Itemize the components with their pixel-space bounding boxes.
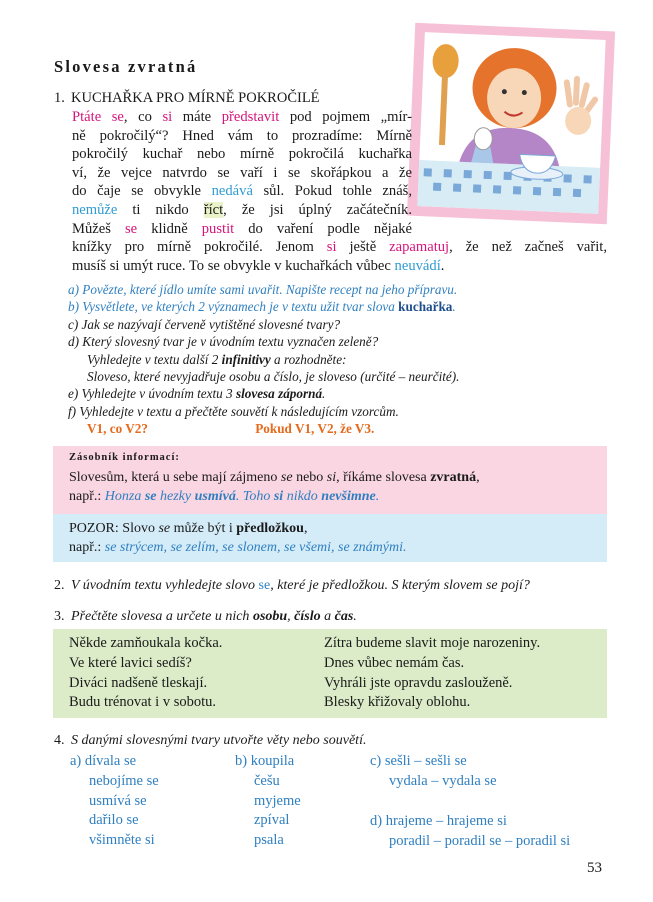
column-d [370, 812, 570, 852]
question-4-text: S danými slovesnými tvary utvořte věty nebo souvětí. [71, 733, 367, 748]
word: d) hrajeme – hrajeme si [370, 813, 507, 829]
word: c) sešli – sešli se [370, 753, 467, 769]
pozor-line2 [69, 538, 406, 557]
task-d-sub2: Sloveso, které nevyjadřuje osobu a číslo, je sloveso (určité – neurčité). [87, 369, 460, 385]
page-title: Slovesa zvratná [54, 57, 198, 76]
word: a) dívala se [70, 753, 137, 769]
section-1-heading [54, 90, 320, 107]
word: všimněte si [89, 832, 155, 849]
patterns-row [68, 420, 608, 437]
task-d: d) Který slovesný tvar je v úvodním textu vyznačen zeleně? [68, 334, 379, 350]
info-box-label: Zásobník informací: [69, 452, 180, 463]
word: b) koupila [235, 753, 295, 769]
sentences-right [324, 634, 540, 713]
word: dařilo se [89, 812, 139, 829]
intro-line: ně pokročilý“? Hned vám to prozradíme: Mírně [72, 127, 412, 144]
sentence: Někde zamňoukala kočka. [69, 635, 223, 651]
intro-line: ví, že vejce natvrdo se vaří i se skořápkou a že [72, 164, 412, 181]
question-4 [54, 733, 366, 749]
sentence: Diváci nadšeně tleskají. [69, 674, 208, 691]
intro-line: knížky pro mírně pokročilé. Jenom si ještě zapamatuj, že než začneš vařit, [72, 239, 607, 256]
sentence: Zítra budeme slavit moje narozeniny. [324, 635, 541, 651]
word: nebojíme se [89, 772, 159, 789]
pozor-box [53, 514, 607, 562]
info-box [53, 446, 607, 514]
task-list [68, 281, 608, 438]
column-b [235, 752, 301, 851]
intro-line: do čaje se obvykle nedává sůl. Pokud tohle znáš, [72, 183, 412, 200]
word: češu [254, 772, 280, 789]
intro-line: Ptáte se, co si máte představit pod pojmem „mír- [72, 109, 412, 125]
sentences-box [53, 629, 607, 718]
sentence: Vyhráli jste opravdu zaslouženě. [324, 674, 513, 691]
sentence: Budu trénovat i v sobotu. [69, 694, 217, 711]
word: usmívá se [89, 792, 147, 809]
task-c: c) Jak se nazývají červeně vytištěné slovesné tvary? [68, 316, 341, 332]
intro-line: pokročilý kuchař nebo mírně pokročilá kuchařka [72, 146, 412, 163]
section-1-heading-text: KUCHAŘKA PRO MÍRNĚ POKROČILÉ [71, 90, 320, 106]
sentence: Dnes vůbec nemám čas. [324, 654, 465, 671]
info-box-example: Honza se hezky usmívá. Toho si nikdo nevšimne. [104, 489, 380, 504]
question-3-number: 3. [54, 609, 65, 624]
task-b: b) Vysvětlete, ve kterých 2 významech je v textu užit tvar slova kuchařka. [68, 299, 456, 315]
info-box-line1: Slovesům, která u sebe mají zájmeno se nebo si, říkáme slovesa zvratná, [69, 470, 480, 485]
task-a: a) Povězte, které jídlo umíte sami uvařit. Napište recept na jeho přípravu. [68, 282, 458, 297]
sentences-left [69, 634, 222, 713]
column-c [370, 752, 497, 792]
info-box-prefix: např.: [69, 489, 102, 504]
word: myjeme [254, 792, 301, 809]
word: zpíval [254, 812, 290, 829]
intro-text [72, 108, 607, 275]
column-a [70, 752, 159, 851]
intro-paragraph [72, 108, 607, 275]
sentence: Ve které lavici sedíš? [69, 654, 192, 671]
word: psala [254, 832, 284, 849]
task-e: e) Vyhledejte v úvodním textu 3 slovesa záporná. [68, 386, 326, 402]
word: poradil – poradil se – poradil si [389, 832, 571, 849]
task-f: f) Vyhledejte v textu a přečtěte souvětí k následujícím vzorcům. [68, 403, 399, 419]
section-1-number: 1. [54, 90, 65, 106]
sentence: Blesky křižovaly oblohu. [324, 694, 471, 711]
page-number: 53 [587, 860, 602, 876]
question-2: 2. V úvodním textu vyhledejte slovo se, které je předložkou. S kterým slovem se pojí? [54, 578, 530, 593]
pattern-2: Pokud V1, V2, že V3. [255, 421, 375, 437]
question-4-number: 4. [54, 733, 65, 748]
question-3: 3. Přečtěte slovesa a určete u nich osobu, číslo a čas. [54, 609, 357, 624]
info-box-line2 [69, 487, 379, 506]
question-2-number: 2. [54, 578, 65, 593]
intro-line: musíš si umýt ruce. To se obvykle v kuchařkách vůbec neuvádí. [72, 257, 445, 274]
pozor-line1: POZOR: Slovo se může být i předložkou, [69, 521, 308, 536]
pozor-example: se strýcem, se zelím, se slonem, se všemi, se známými. [104, 540, 407, 555]
intro-line: nemůže ti nikdo říct, že jsi úplný začátečník. [72, 201, 412, 218]
task-d-sub1: Vyhledejte v textu další 2 infinitivy a rozhodněte: [87, 351, 347, 367]
word: vydala – vydala se [389, 772, 497, 789]
intro-line: Můžeš se klidně pustit do vaření podle nějaké [72, 220, 412, 237]
pattern-1: V1, co V2? [87, 421, 148, 437]
pozor-prefix: např.: [69, 540, 102, 555]
